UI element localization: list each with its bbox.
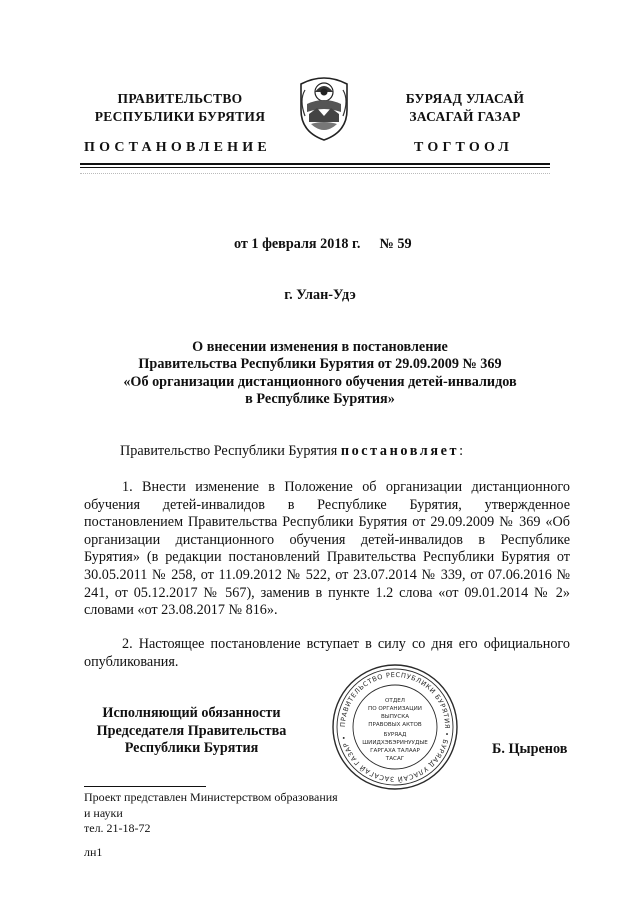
stamp-line4: ПРАВОВЫХ АКТОВ: [368, 722, 422, 728]
preamble-emphasis: постановляет: [340, 443, 460, 459]
header-rule-thin: [80, 167, 550, 168]
header-right-line2: ЗАСАГАЙ ГАЗАР: [409, 109, 521, 124]
title-line4: в Республике Бурятия»: [245, 391, 395, 408]
stamp-line3: ВЫПУСКА: [380, 714, 410, 720]
document-date: от 1 февраля 2018 г.: [234, 236, 361, 252]
doc-type-left: ПОСТАНОВЛЕНИЕ: [84, 140, 271, 155]
document-number: № 59: [379, 236, 412, 252]
stamp-line1: ОТДЕЛ: [385, 698, 405, 704]
footer-phone: тел. 21-18-72: [84, 821, 151, 835]
footer-line1: Проект представлен Министерством образования: [84, 790, 338, 804]
doc-type-right: ТОГТООЛ: [414, 140, 514, 155]
coat-of-arms-emblem: [295, 70, 353, 142]
header-left-line2: РЕСПУБЛИКИ БУРЯТИЯ: [94, 109, 266, 124]
footer-line2: и науки: [84, 805, 123, 820]
signatory-position-line3: Республики Бурятия: [124, 740, 259, 757]
footer-separator: [84, 786, 206, 787]
city: г. Улан-Удэ: [284, 287, 356, 303]
stamp-line8: ТАСАГ: [385, 756, 405, 762]
stamp-line7: ГАРГАХА ТАЛААР: [370, 748, 420, 754]
header-dotted-rule: [80, 173, 550, 174]
header-right-line1: БУРЯАД УЛАСАЙ: [405, 91, 525, 106]
header-left-line1: ПРАВИТЕЛЬСТВО: [117, 91, 243, 106]
title-line2: Правительства Республики Бурятия от 29.09.2009 № 369: [138, 356, 502, 373]
signatory-position: [84, 705, 299, 758]
signatory-name: Б. Цыренов: [492, 741, 568, 757]
preamble-colon: :: [459, 443, 464, 459]
title-line1: О внесении изменения в постановление: [192, 339, 448, 355]
stamp-line2: ПО ОРГАНИЗАЦИИ: [368, 706, 422, 712]
paragraph-1: 1. Внести изменение в Положение об организации дистанционного обучения детей-инвалидов в Республике Бурятия, утвержденное постановлением Правительства Республики Бурятия от 29.09.2009 № 369 «Об организации дистанционного обучения детей-инвалидов в Республике Бурятия» (в редакции постановлений Правительства Республики Бурятия от 30.05.2011 № 258, от 11.09.2012 № 522, от 23.07.2014 № 339, от 07.06.2016 № 241, от 05.12.2017 № 567), заменив в пункте 1.2 слова «от 09.01.2014 № 2» словами «от 23.08.2017 № 816».: [84, 479, 570, 619]
preamble-text: Правительство Республики Бурятия: [120, 443, 341, 459]
document-title: [0, 339, 640, 409]
stamp-line5: БУРЯАД: [383, 732, 407, 738]
stamp-ring-text: ПРАВИТЕЛЬСТВО РЕСПУБЛИКИ БУРЯТИЯ • БУРЯАД УЛАСАЙ ЗАСАГАЙ ГАЗАР •: [338, 670, 452, 784]
header-left-block: [80, 90, 280, 126]
preamble: [120, 443, 463, 460]
paragraph-2: 2. Настоящее постановление вступает в силу со дня его официального опубликования.: [84, 636, 570, 670]
official-stamp: [330, 662, 460, 792]
date-line: [234, 236, 412, 253]
header-right-block: [365, 90, 565, 126]
stamp-line6: ШИИДХЭБЭРИНУУДЫЕ: [362, 740, 428, 746]
title-line3: «Об организации дистанционного обучения детей-инвалидов: [123, 373, 517, 390]
footer-note: [84, 790, 338, 837]
footer-code: лн1: [84, 845, 103, 859]
signatory-position-line1: Исполняющий обязанности: [102, 705, 281, 721]
signatory-position-line2: Председателя Правительства: [96, 722, 287, 739]
header-rule-thick: [80, 163, 550, 165]
